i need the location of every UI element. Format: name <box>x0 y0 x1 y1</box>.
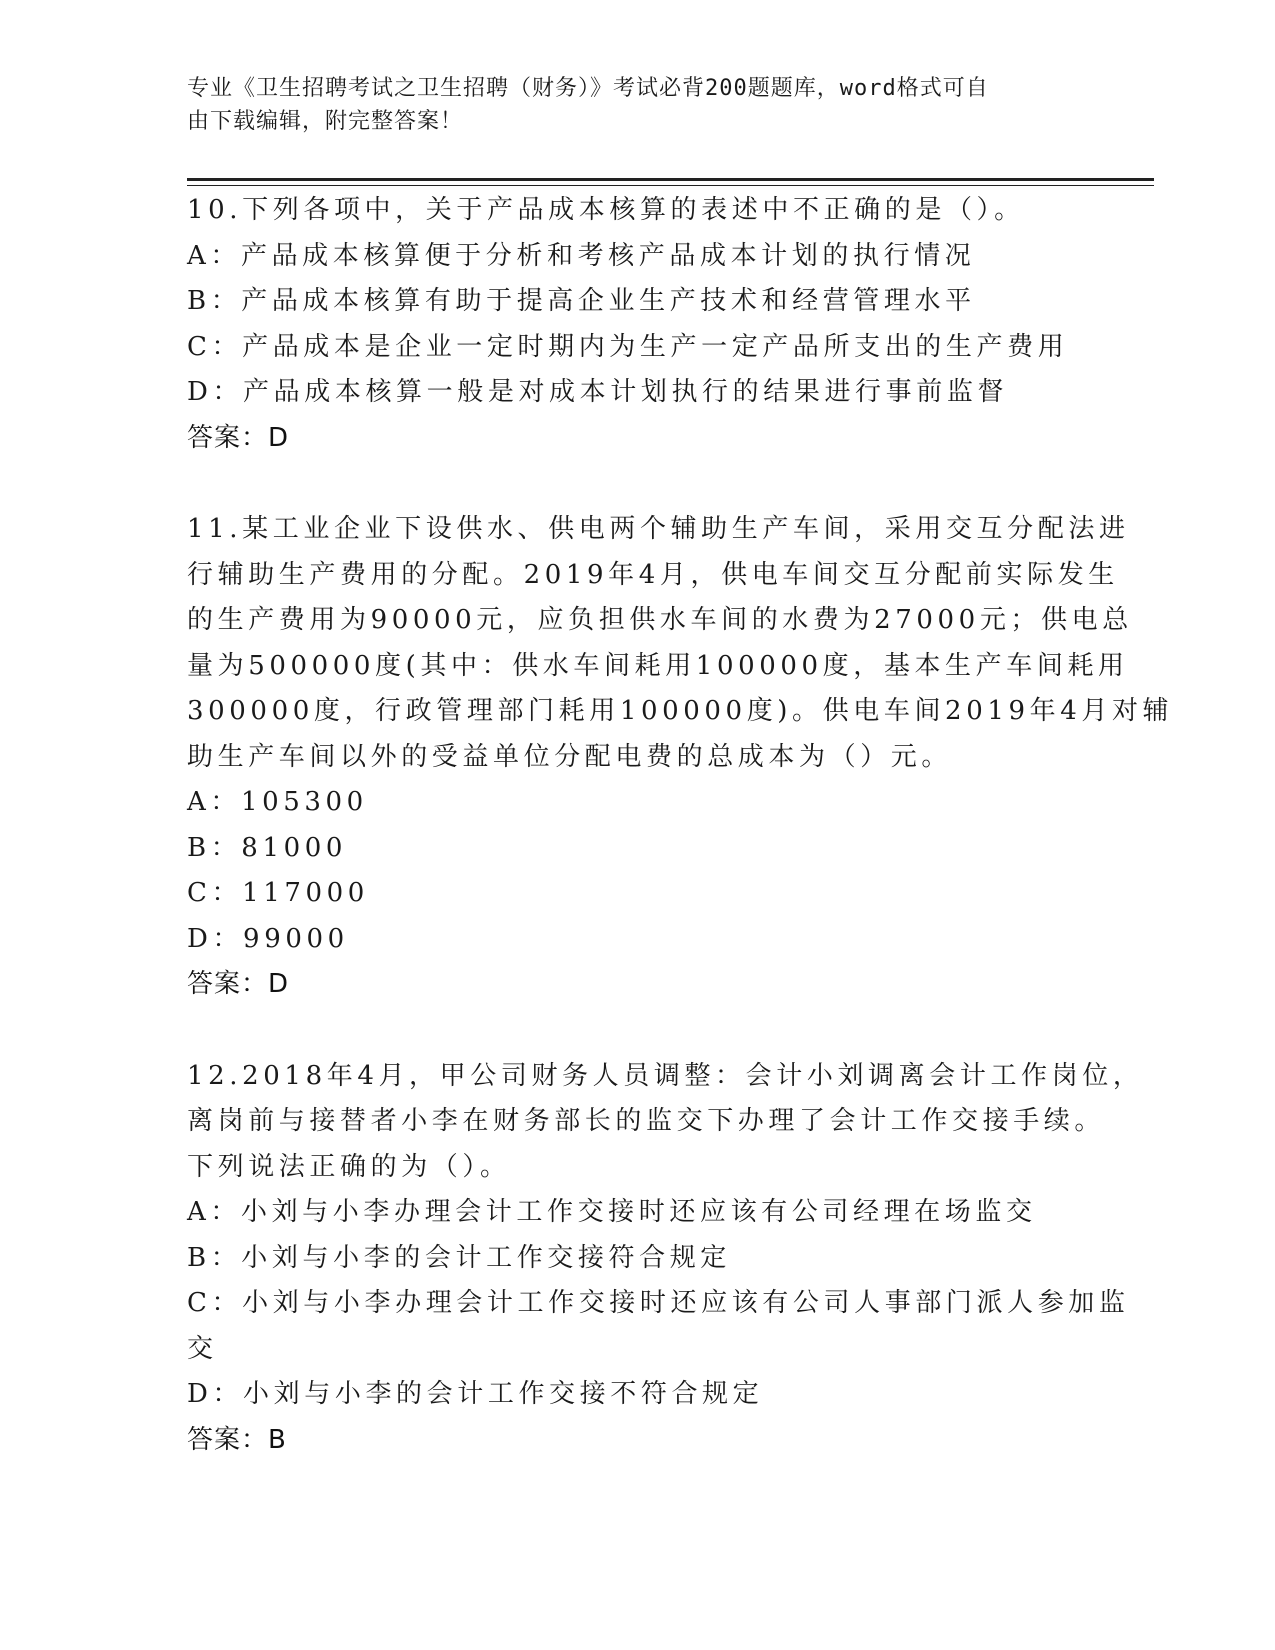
question-stem-line: 离岗前与接替者小李在财务部长的监交下办理了会计工作交接手续。 <box>187 1106 1106 1136</box>
option-a: A：产品成本核算便于分析和考核产品成本计划的执行情况 <box>187 240 976 271</box>
question-spacer <box>187 1008 1087 1054</box>
option-c: C：小刘与小李办理会计工作交接时还应该有公司人事部门派人参加监 <box>187 1288 1130 1318</box>
option-b: B：小刘与小李的会计工作交接符合规定 <box>187 1242 731 1273</box>
option-d: D：小刘与小李的会计工作交接不符合规定 <box>187 1379 764 1409</box>
question-12 <box>187 1054 1144 1464</box>
header-divider-thick <box>187 178 1154 181</box>
question-stem-line: 11.某工业企业下设供水、供电两个辅助生产车间，采用交互分配法进 <box>187 514 1130 544</box>
question-stem-line: 10.下列各项中，关于产品成本核算的表述中不正确的是（）。 <box>187 195 1025 225</box>
document-header <box>187 72 1067 138</box>
option-c: C：产品成本是企业一定时期内为生产一定产品所支出的生产费用 <box>187 331 1069 362</box>
header-title-line-2: 由下载编辑，附完整答案！ <box>187 109 464 134</box>
option-a: A：小刘与小李办理会计工作交接时还应该有公司经理在场监交 <box>187 1197 1037 1227</box>
option-a: A：105300 <box>187 787 368 817</box>
answer-line: 答案：B <box>187 1424 287 1455</box>
question-stem-line: 量为500000度(其中：供水车间耗用100000度，基本生产车间耗用 <box>187 650 1129 681</box>
option-d: D：产品成本核算一般是对成本计划执行的结果进行事前监督 <box>187 377 1009 407</box>
option-b: B：81000 <box>187 832 348 863</box>
question-stem-line: 12.2018年4月，甲公司财务人员调整：会计小刘调离会计工作岗位， <box>187 1060 1144 1091</box>
question-stem-line: 行辅助生产费用的分配。2019年4月，供电车间交互分配前实际发生 <box>187 559 1119 590</box>
question-11 <box>187 507 1174 1008</box>
header-divider-thin <box>187 185 1154 186</box>
question-10 <box>187 188 1087 461</box>
option-b: B：产品成本核算有助于提高企业生产技术和经营管理水平 <box>187 286 976 316</box>
option-c-continued: 交 <box>187 1333 218 1364</box>
option-c: C：117000 <box>187 878 369 908</box>
option-d: D：99000 <box>187 923 349 954</box>
question-list <box>187 188 1174 1463</box>
header-title-line-1: 专业《卫生招聘考试之卫生招聘（财务）》考试必背200题题库，word格式可自 <box>187 76 989 101</box>
question-stem-line: 助生产车间以外的受益单位分配电费的总成本为（）元。 <box>187 741 953 772</box>
answer-line: 答案：D <box>187 969 290 999</box>
question-stem-line: 下列说法正确的为（）。 <box>187 1151 511 1182</box>
question-spacer <box>187 461 1087 507</box>
question-stem-line: 300000度，行政管理部门耗用100000度)。供电车间2019年4月对辅 <box>187 696 1174 726</box>
answer-line: 答案：D <box>187 422 290 453</box>
question-stem-line: 的生产费用为90000元，应负担供水车间的水费为27000元；供电总 <box>187 605 1133 635</box>
